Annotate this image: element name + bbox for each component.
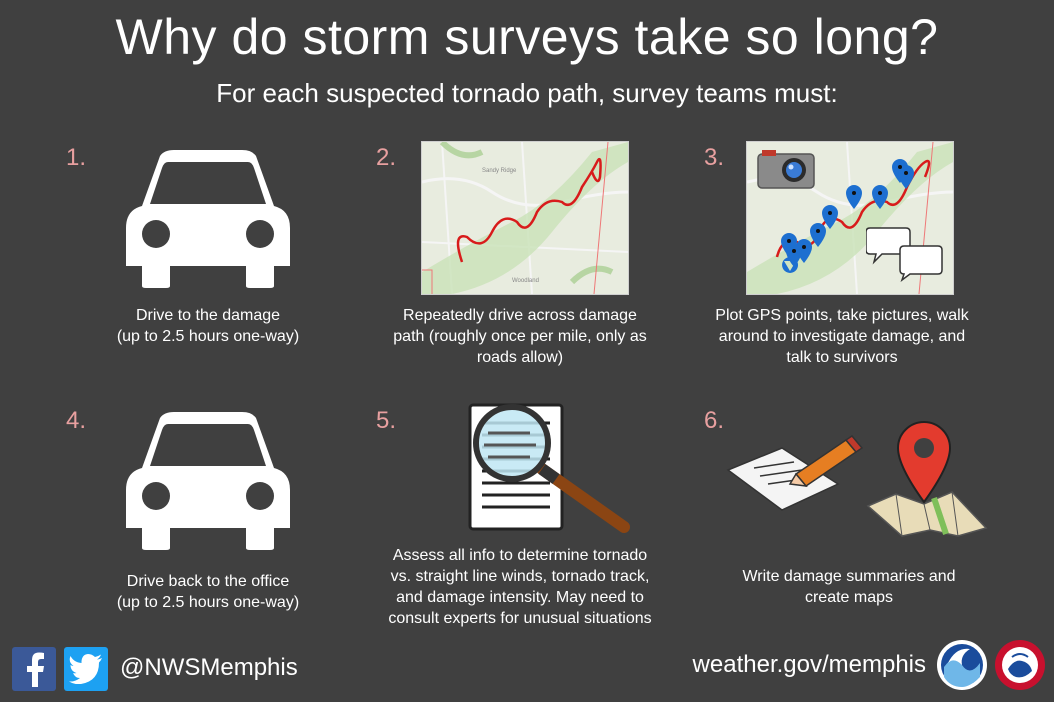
step-1-caption [92,305,324,347]
caption-line: path (roughly once per mile, only as [393,328,647,345]
page-title: Why do storm surveys take so long? [115,9,939,65]
caption-line: vs. straight line winds, tornado track, [390,568,650,585]
step-1-number: 1. [66,144,87,171]
step-6-caption [714,566,984,608]
twitter-icon[interactable] [64,647,108,691]
caption-line: roads allow) [476,349,564,366]
caption-line: create maps [804,589,894,606]
caption-line: Plot GPS points, take pictures, walk [715,307,969,324]
step-3-caption [697,305,987,368]
facebook-icon[interactable] [12,647,56,691]
speech-bubbles-icon [866,226,944,282]
map-pin-pencil-icon [724,418,990,538]
step-4-number: 4. [66,407,87,434]
caption-line: Write damage summaries and [742,568,956,585]
step-4-caption [92,571,324,613]
caption-line: Drive back to the office [126,573,290,590]
svg-text:Woodland: Woodland [512,278,539,284]
svg-text:Sandy Ridge: Sandy Ridge [482,168,517,174]
step-5-number: 5. [376,407,397,434]
page-subtitle: For each suspected tornado path, survey teams must: [216,78,838,108]
caption-line: talk to survivors [786,349,898,366]
caption-line: around to investigate damage, and [718,328,966,345]
step-2-number: 2. [376,144,397,171]
car-icon [122,148,294,290]
caption-line: (up to 2.5 hours one-way) [116,328,300,345]
step-3-number: 3. [704,144,725,171]
car-icon [122,410,294,552]
twitter-handle[interactable]: @NWSMemphis [120,654,298,681]
caption-line: consult experts for unusual situations [388,610,652,627]
damage-path-map [421,141,629,295]
caption-line: Repeatedly drive across damage [403,307,637,324]
caption-line: Assess all info to determine tornado [392,547,648,564]
noaa-seal [936,639,988,691]
caption-line: and damage intensity. May need to [396,589,644,606]
step-6-number: 6. [704,407,725,434]
nws-seal [994,639,1046,691]
step-2-caption [374,305,666,368]
step-5-caption [366,545,674,629]
caption-line: Drive to the damage [135,307,281,324]
magnifier-document-icon [466,403,636,535]
website-link[interactable]: weather.gov/memphis [692,651,926,678]
caption-line: (up to 2.5 hours one-way) [116,594,300,611]
